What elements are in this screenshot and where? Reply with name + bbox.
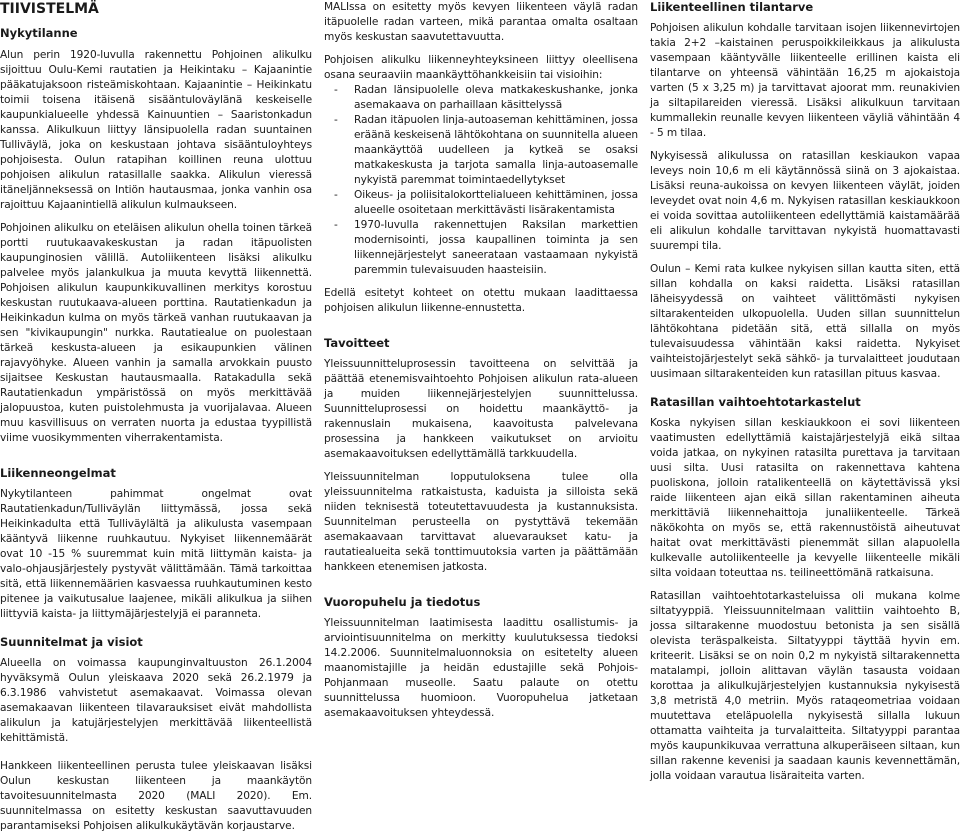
section-heading-traffic-issues: Liikenneongelmat xyxy=(0,466,116,480)
paragraph-goals-result: Yleissuunnitelman lopputuloksena tulee olla yleissuunnitelma ratkaistusta, kaduista ja silloista sekä niiden teknisestä toteutettavuudesta ja kustannuksista. Suunnitelman perusteella on pystyttävä tekemään asemakaavaan tarvittavat aluevaraukset katu- ja rautatiealueita sekä tonttimuutoksia varten ja päättämään hankkeen etenemisen jatkosta. xyxy=(324,471,638,573)
section-heading-plans: Suunnitelmat ja visiot xyxy=(0,635,143,649)
column-right xyxy=(650,0,960,784)
list-item: - Radan itäpuolen linja-autoaseman kehittäminen, jossa eräänä keskeisenä lähtökohtana on suunnitella alueen maankäyttöä uudelleen ja kytkeä se osaksi matkakeskusta ja tarjota samalla linja-autoasemalle nykyistä paremmat toimintaedellytykset xyxy=(354,113,638,188)
document-title: TIIVISTELMÄ xyxy=(0,1,99,17)
paragraph-projects-intro: Pohjoisen alikulku liikenneyhteyksineen liittyy oleellisena osana seuraaviin maankäyttöhankkeisiin tai visioihin: xyxy=(324,54,638,81)
section-heading-dialogue: Vuoropuhelu ja tiedotus xyxy=(324,595,481,609)
paragraph-space-need: Pohjoisen alikulun kohdalle tarvitaan isojen liikennevirtojen takia 2+2 –kaistainen peruspoikkileikkaus ja alikulusta vasempaan kääntyvälle liikenteelle erillinen kaista eli tilantarve on yhteensä vähintään 16,25 m ajokaistoja varten (5 x 3,25 m) ja tarvittavat ajoorat mm. reunakivien ja siltapilareiden vieressä. Lisäksi alikulkuun tarvitaan kummallekin reunalle kevyen liikenteen väyliä vähintään 4 - 5 m tilaa. xyxy=(650,22,960,139)
projects-list xyxy=(324,83,638,278)
list-item: - Oikeus- ja poliisitalokorttelialueen kehittäminen, jossa alueelle osoitetaan merkittävästi lisärakentamista xyxy=(354,188,638,218)
paragraph-bridge-type: Ratasillan vaihtoehtotarkasteluissa oli mukana kolme siltatyyppiä. Yleissuunnitelmaan valittiin vaihtoehto B, jossa siltarakenne muodostuu betonista ja sen sisällä olevista teräspalkeista. Siltatyyppi täyttää hyvin em. kriteerit. Lisäksi se on noin 0,2 m nykyistä siltarakennetta matalampi, jolloin alittavan väylän tasausta voidaan korottaa ja alikulkujärjestelyjen kustannuksia nykyisestä 3,8 metristä 4,0 metriin. Myös rataqeometriaa voidaan muutettava eteläpuolella nykyisestä sillalla lukuun ottamatta vaihteita ja turvalaitteita. Siltatyyppi parantaa myös kaupunkikuvaa verrattuna alkuperäiseen siltaan, kun sillan rakenne kevenisi ja saadaan kaunis kevennettämän, jolla voidaan varautua lisäraiteita varten. xyxy=(650,590,960,782)
paragraph-dialogue: Yleissuunnitelman laatimisesta laadittu osallistumis- ja arviointisuunnitelma on merkitty kuulutuksessa tiedoksi 14.2.2006. Suunnitelmaluonnoksia on esitetelty alueen maanomistajille ja heidän edustajille sekä Pohjois-Pohjanmaan museolle. Saatu palaute on otettu suunnittelussa huomioon. Vuoropuhelua jatketaan asemakaavoituksen yhteydessä. xyxy=(324,617,638,719)
paragraph-traffic-issues: Nykytilanteen pahimmat ongelmat ovat Rautatienkadun/Tulliväylän liittymässä, jossa sekä Heikinkadulta että Tulliväylältä ja alikulusta vasempaan kääntyvä liikenne ruuhkautuu. Nykyiset liikennemäärät ovat 10 -15 % suuremmat kuin mitä liittymän kaista- ja valo-ohjausjärjestely pystyvät välittämään. Tämä tarkoittaa sitä, että liikennemäärien kasvaessa ruuhkautuminen kesto pitenee ja vaikutusalue laajenee, mikäli alikulkua ja siihen liittyviä kaista- ja liittymäjärjestelyjä ei paranneta. xyxy=(0,488,312,620)
paragraph-plans: Alueella on voimassa kaupunginvaltuuston 26.1.2004 hyväksymä Oulun yleiskaava 2020 sekä 26.2.1979 ja 6.3.1986 vahvistetut asemakaavat. Voimassa olevan asemakaavan liikenteen tilavarauksiset eivät mahdollista alikulun ja katujärjestelyjen merkittävää liikenteellistä kehittämistä. xyxy=(0,657,312,744)
paragraph-goals-process: Yleissuunnitteluprosessin tavoitteena on selvittää ja päättää etenemisvaihtoehto Pohjoisen alikulun rata-alueen ja muiden liikennejärjestelyjen suunnittelussa. Suunnitteluprosessi on hoidettu maankäyttö- ja rakennuslain mukaisena, kaavoitusta palvelevana prosessina ja hankkeen vaikutukset on arvioitu asemakaavoituksen edellyttämällä tarkkuudella. xyxy=(324,358,638,460)
paragraph-railway: Oulun – Kemi rata kulkee nykyisen sillan kautta siten, että sillan kohdalla on kaksi raidetta. Lisäksi ratasillan läheisyydessä on vaihteet välittömästi nykyisen siltarakenteiden ulkopuolella. Uuden sillan suunnittelun lähtökohtana pidetään sitä, että sillalla on myös tulevaisuudessa vähintään kaksi raidetta. Nykyiset vaihteistojärjestelyt sekä sähkö- ja turvalaitteet joudutaan uusimaan siltarakenteiden kun ratasillan pituus kasvaa. xyxy=(650,263,960,380)
section-heading-goals: Tavoitteet xyxy=(324,336,390,350)
paragraph-history: Alun perin 1920-luvulla rakennettu Pohjoinen alikulku sijoittuu Oulu-Kemi rautatien ja Heikintaku – Kajaanintie pääkatujaksoon risteämiskohtaan. Kajaanintie – Heikinkatu toimii toisena itäisenä sisääntuloväylänä keskeiselle kaupunkialueelle yhdessä Kainuuntien – Saaristonkadun kanssa. Alikulkuun liittyy länsipuolella radan suuntainen Tulliväylä, joka on keskustaan johtava sisääntuloyhteys pohjoisesta. Oulun ratapihan koillinen reuna ulottuu pohjoisen alikulun ratasillalle saakka. Alikulun vieressä itäneljänneksessä on Intiön hautausmaa, jonka vanhin osa rajoittuu Kajaanintiellä alikulun kulmaukseen. xyxy=(0,49,312,211)
paragraph-mali: Hankkeen liikenteellinen perusta tulee yleiskaavan lisäksi Oulun keskustan liikenteen ja maankäytön tavoitesuunnitelmasta 2020 (MALI 2020). Em. suunnitelmassa on esitetty keskustan saavuttavuuden parantamiseksi Pohjoisen alikulkukäytävän korjaustarve. xyxy=(0,760,312,832)
list-item: - 1970-luvulla rakennettujen Raksilan markettien modernisointi, jossa kaupallinen toiminta ja sen liikennejärjestelyt saneerataan vastaamaan nykyistä paremmin tulevaisuuden haasteisiin. xyxy=(354,218,638,278)
section-heading-current-state: Nykytilanne xyxy=(0,26,78,40)
paragraph-light-traffic: MALIssa on esitetty myös kevyen liikenteen väylä radan itäpuolelle radan varteen, mikä parantaa omalta osaltaan myös keskustan saavutettavuutta. xyxy=(324,1,638,43)
paragraph-new-bridge: Koska nykyisen sillan keskiaukkoon ei sovi liikenteen vaatimusten edellyttämiä kaistajärjestelyjä eikä siltaa voida jatkaa, on nykyinen ratasilta purettava ja tarvitaan uusi silta. Uusi ratasilta on rakennettava kahtena puoliskona, jolloin ratalikenteellä on käytettävissä yksi raide liikenteen ajan eikä sillan rakentaminen aiheuta merkittäviä liikennehaittoja junaliikenteelle. Tärkeä näkökohta on myös se, että rakennustöistä aiheutuvat haitat ovat merkittävästi pienemmät sillan alapuolella kulkevalle autoliikenteelle ja kevyelle liikenteelle mikäli silta voidaan toteuttaa ns. teilineettömänä ratkaisuna. xyxy=(650,417,960,579)
paragraph-gateway: Pohjoinen alikulku on eteläisen alikulun ohella toinen tärkeä portti ruutukaavakeskustan ja radan itäpuolisten kaupunginosien välillä. Autoliikenteen lisäksi alikulku palvelee myös jalankulkua ja muuta kevyttä liikennettä. Pohjoisen alikulun kaupunkikuvallinen merkitys korostuu keskustan ruutukaava-alueen porttina. Rautatienkadun ja Heikinkadun kulma on myös tärkeä vanhan ruutukaavan ja sen "kivikaupungin" nurkka. Rautatiealue on puolestaan tärkeä keskusta-alueen ja esikaupunkien välinen rajavyöhyke. Alueen vanhin ja samalla arvokkain puusto sijaitsee Keskustan hautausmaalla. Ratakadulla sekä Rautatienkadun ympäristössä on myös merkittävää jalopuustoa, kuten puistolehmusta ja vuorijalavaa. Alueen muu kasvillisuus on verraten nuorta ja edustaa tyypillistä viime vuosikymmenten viherrakentamista. xyxy=(0,222,312,444)
list-item: - Radan länsipuolelle oleva matkakeskushanke, jonka asemakaava on parhaillaan käsittelyssä xyxy=(354,83,638,113)
section-heading-bridge-alternatives: Ratasillan vaihtoehtotarkastelut xyxy=(650,395,861,409)
section-heading-space-need: Liikenteellinen tilantarve xyxy=(650,0,814,14)
column-left xyxy=(0,0,312,834)
column-middle xyxy=(324,0,638,721)
paragraph-current-underpass: Nykyisessä alikulussa on ratasillan keskiaukon vapaa leveys noin 10,6 m eli käytännössä siinä on 3 ajokaistaa. Lisäksi reuna-aukoissa on kevyen liikenteen väylät, joiden leveydet ovat noin 4,6 m. Nykyisen ratasillan keskiaukkoon ei voida sovittaa autoliikenteen edellyttämiä kaistamäärää eli alikulun kohdalle tarvittavan nykyistä huomattavasti suurempi tila. xyxy=(650,150,960,252)
paragraph-forecast: Edellä esitetyt kohteet on otettu mukaan laadittaessa pohjoisen alikulun liikenne-ennustetta. xyxy=(324,287,638,314)
